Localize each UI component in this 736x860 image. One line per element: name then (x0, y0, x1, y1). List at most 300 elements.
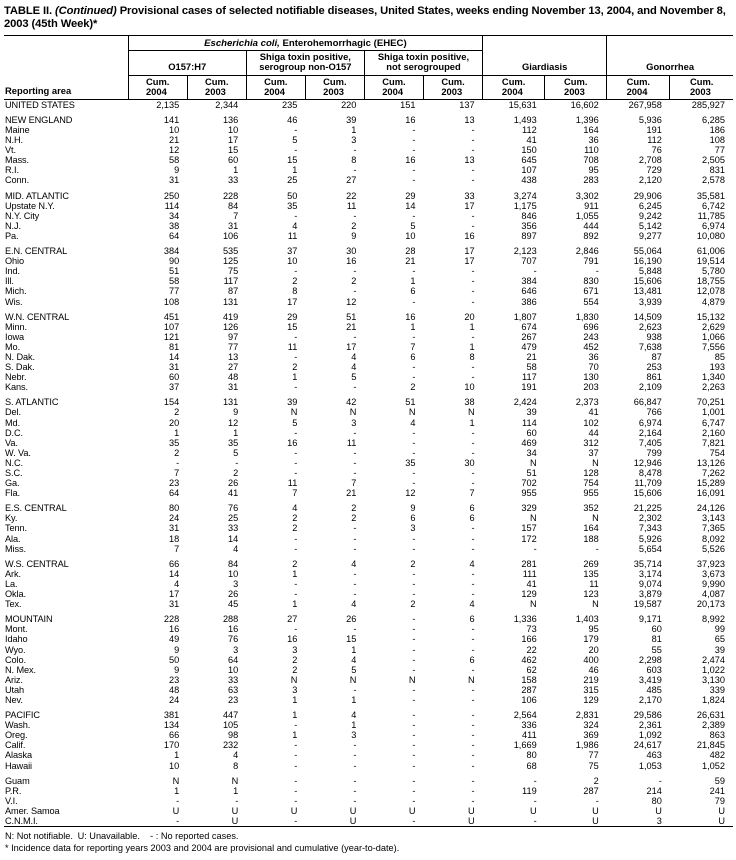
cum-year-label: Cum. 2004 (626, 75, 651, 97)
cell-value: 35 (228, 437, 239, 448)
cell-value: 7 (292, 488, 298, 499)
cell-value: 95 (588, 165, 599, 176)
cell-value: - (471, 220, 475, 231)
cell-value: N (290, 674, 298, 685)
cum-year-label: Cum. 2003 (564, 75, 588, 97)
table-row (4, 362, 733, 372)
cell-value: 9,171 (638, 614, 662, 625)
table-row (4, 332, 733, 342)
table-row (4, 372, 733, 382)
cell-value: 108 (163, 296, 180, 307)
cell-value: 384 (521, 276, 537, 287)
cell-value: 22 (526, 644, 537, 655)
cell-value: 119 (522, 785, 537, 796)
cell-value: 25 (287, 175, 298, 186)
cell-value: - (412, 543, 416, 554)
cell-value: 2,263 (702, 382, 725, 393)
cell-value: - (294, 125, 298, 135)
cell-value: 98 (228, 730, 239, 741)
cell-value: - (412, 750, 416, 761)
cell-value: - (412, 165, 416, 176)
cell-value: - (353, 589, 357, 600)
cell-value: 2,831 (575, 710, 599, 721)
cell-value: 21 (168, 135, 180, 146)
cell-value: 2,170 (638, 694, 662, 705)
cell-value: 1,396 (575, 114, 599, 125)
cell-reporting-area: Mich. (5, 286, 27, 297)
cell-value: 269 (583, 558, 599, 569)
cell-value: 2 (410, 382, 416, 393)
cell-value: 708 (583, 155, 599, 166)
cell-value: N (592, 457, 599, 468)
cell-value: - (471, 125, 475, 135)
cell-value: 444 (583, 220, 599, 231)
cell-value: 2,120 (638, 175, 662, 186)
cell-value: - (294, 447, 298, 458)
footnote-legend (5, 830, 733, 842)
cell-value: 13 (464, 114, 475, 125)
table-row (4, 99, 733, 110)
table-row (4, 776, 733, 786)
cell-value: 110 (584, 145, 599, 156)
cell-value: 35 (287, 200, 298, 211)
cell-value: 6,974 (702, 220, 725, 231)
cell-value: 14 (168, 351, 180, 362)
cell-value: - (353, 775, 357, 786)
cell-value: - (412, 175, 416, 186)
cell-value: 9,990 (702, 578, 725, 589)
cell-value: 11,785 (697, 210, 725, 221)
cell-value: 702 (521, 478, 537, 489)
cell-value: 158 (521, 674, 537, 685)
cell-value: U (349, 816, 357, 826)
table-row (4, 211, 733, 221)
cell-value: 66,847 (633, 397, 662, 408)
cell-value: - (471, 795, 475, 806)
cell-value: 1,493 (513, 114, 537, 125)
cell-value: 49 (168, 634, 180, 645)
cell-reporting-area: Minn. (5, 321, 27, 332)
cell-value: 3 (351, 417, 357, 428)
cell-value: 68 (526, 760, 537, 771)
cell-value: 11 (287, 230, 298, 241)
cum-year-label: Cum. 2004 (264, 75, 288, 97)
cell-value: - (294, 351, 298, 362)
cell-value: 6,285 (702, 114, 725, 125)
cell-value: 16 (287, 437, 298, 448)
cum-year-label: Cum. 2004 (382, 75, 406, 97)
cell-value: - (235, 457, 239, 468)
cell-value: 19,514 (696, 256, 725, 267)
cell-value: 438 (521, 175, 537, 186)
cell-value: - (412, 210, 416, 221)
cell-value: 2 (292, 513, 298, 524)
cell-value: 2,109 (638, 382, 662, 393)
cell-value: 9,074 (638, 578, 662, 589)
cell-value: 1,055 (575, 210, 599, 221)
cell-value: 287 (583, 785, 599, 796)
cell-reporting-area: N.Y. City (5, 210, 40, 221)
cell-value: 7,262 (702, 468, 725, 478)
cell-value: 4 (351, 362, 357, 373)
cell-value: - (412, 644, 416, 655)
cell-value: 170 (163, 740, 180, 751)
table-row (4, 478, 733, 488)
cell-value: 23 (168, 674, 180, 685)
cell-value: 2 (593, 775, 599, 786)
cell-value: 13,481 (633, 286, 662, 297)
cell-value: 6 (469, 503, 475, 514)
cell-value: - (412, 694, 416, 705)
cell-value: 2 (351, 276, 357, 287)
cell-value: 58 (526, 362, 537, 373)
cell-value: - (471, 644, 475, 655)
cell-value: 400 (583, 654, 599, 665)
cell-value: 228 (222, 190, 239, 201)
cell-value: - (353, 760, 357, 771)
cell-value: 8,092 (702, 533, 725, 544)
cell-value: 5,848 (638, 266, 662, 277)
col-group-ehec (128, 35, 482, 50)
table-row (4, 796, 733, 806)
cell-value: 31 (168, 175, 180, 186)
cell-value: 5,526 (702, 543, 725, 554)
cell-value: - (294, 543, 298, 554)
cell-value: 39 (287, 397, 298, 408)
cell-value: - (471, 740, 475, 751)
cell-reporting-area: S. Dak. (5, 362, 35, 373)
cell-value: - (471, 331, 475, 342)
col-header-cum (187, 75, 246, 99)
cell-value: - (353, 286, 357, 297)
cell-value: - (353, 750, 357, 761)
table-row (4, 382, 733, 392)
cell-value: 141 (163, 114, 180, 125)
cell-reporting-area: MOUNTAIN (5, 614, 53, 625)
cell-value: 5 (292, 135, 298, 146)
cell-value: 1 (292, 599, 298, 610)
cell-value: 9 (174, 664, 180, 675)
cell-value: 469 (521, 437, 537, 448)
cum-year-label: Cum. 2004 (145, 75, 170, 97)
table-row (4, 256, 733, 266)
cell-value: 938 (646, 331, 662, 342)
cell-value: - (353, 165, 357, 176)
cell-value: 107 (521, 165, 537, 176)
cell-value: 34 (526, 447, 537, 458)
cell-value: 60 (168, 372, 180, 383)
cell-value: 214 (646, 785, 662, 796)
cell-value: N (408, 674, 416, 685)
cell-value: U (172, 805, 180, 816)
cell-value: - (471, 568, 475, 579)
cell-value: 2 (410, 599, 416, 610)
cell-value: 191 (521, 382, 537, 393)
table-row (4, 523, 733, 533)
sub-label-line: serogroup non-O157 (259, 61, 352, 73)
cell-value: - (294, 382, 298, 393)
table-row (4, 115, 733, 125)
cell-value: 2 (292, 664, 298, 675)
cell-value: 41 (228, 488, 239, 499)
cell-value: 10 (228, 125, 239, 135)
footnotes (4, 827, 733, 854)
cell-value: - (412, 816, 416, 826)
cell-value: 5 (351, 372, 357, 383)
cell-value: 7,821 (702, 437, 725, 448)
cell-value: - (471, 624, 475, 635)
cell-value: N (349, 674, 357, 685)
cell-value: 117 (223, 276, 239, 287)
cell-value: 4 (233, 750, 239, 761)
cell-value: 29,586 (633, 710, 662, 721)
cell-value: 41 (588, 407, 599, 418)
cell-value: 1,669 (513, 740, 537, 751)
cell-value: 3,302 (575, 190, 599, 201)
cell-value: - (471, 634, 475, 645)
cell-value: 114 (164, 200, 180, 211)
cell-reporting-area: P.R. (5, 785, 22, 796)
cell-value: 1,824 (702, 694, 725, 705)
cell-value: 21 (405, 256, 416, 267)
cell-value: 7,638 (638, 341, 662, 352)
cell-value: 21,845 (696, 740, 725, 751)
cell-value: 863 (709, 730, 725, 741)
cell-value: 1 (351, 125, 357, 135)
cell-value: 9 (351, 230, 357, 241)
cell-value: - (412, 730, 416, 741)
cell-value: 105 (222, 720, 239, 731)
cell-value: 188 (583, 533, 599, 544)
cell-value: 1 (410, 276, 416, 287)
table-row (4, 761, 733, 771)
cell-value: 4 (410, 417, 416, 428)
cell-reporting-area: Wis. (5, 296, 23, 307)
cell-value: 1,175 (513, 200, 537, 211)
cell-value: 4 (351, 558, 357, 569)
cell-value: 203 (583, 382, 599, 393)
cell-value: 80 (168, 503, 180, 514)
cell-value: 33 (228, 175, 239, 186)
cell-value: - (471, 276, 475, 287)
cell-value: - (353, 624, 357, 635)
cell-value: 1 (174, 785, 180, 796)
cell-value: 79 (714, 795, 725, 806)
cell-value: - (353, 145, 357, 156)
cell-value: 16 (228, 624, 239, 635)
cell-value: 21 (346, 321, 357, 332)
cell-value: - (353, 578, 357, 589)
cell-value: - (176, 795, 180, 806)
cell-value: - (471, 468, 475, 478)
cell-value: 108 (709, 135, 725, 146)
cell-value: 479 (521, 341, 537, 352)
cell-value: 164 (583, 125, 599, 135)
cell-value: 17 (464, 256, 475, 267)
cell-value: 80 (651, 795, 662, 806)
cell-value: N (530, 599, 537, 610)
cell-value: 369 (583, 730, 599, 741)
cell-value: 30 (464, 457, 475, 468)
cell-reporting-area: Vt. (5, 145, 16, 156)
cell-value: 2 (174, 407, 180, 418)
cell-value: N (172, 775, 180, 786)
cell-value: - (471, 286, 475, 297)
cell-value: 2,164 (638, 427, 662, 438)
cell-value: U (231, 805, 239, 816)
cell-value: 107 (163, 321, 180, 332)
cell-value: - (471, 664, 475, 675)
cell-value: - (294, 740, 298, 751)
cell-value: 46 (287, 114, 298, 125)
cell-value: 8 (292, 286, 298, 297)
cell-value: 11,709 (634, 478, 662, 489)
cell-value: N (530, 513, 537, 524)
cell-value: - (412, 684, 416, 695)
cell-value: 41 (526, 135, 537, 146)
cell-value: 9 (174, 165, 180, 176)
cell-value: 3 (656, 816, 662, 826)
table-row (4, 488, 733, 498)
footnote-unavailable: U: Unavailable. (77, 831, 140, 842)
cell-value: - (471, 730, 475, 741)
col-header-cum (364, 75, 423, 99)
cell-value: 28 (405, 246, 416, 257)
cell-value: 29 (287, 311, 298, 322)
cell-reporting-area: Nebr. (5, 372, 27, 383)
cell-value: 102 (583, 417, 599, 428)
cell-value: 41 (526, 578, 537, 589)
table-row (4, 286, 733, 296)
table-row (4, 685, 733, 695)
cell-reporting-area: La. (5, 578, 18, 589)
cell-value: - (471, 135, 475, 146)
cell-value: 2 (292, 654, 298, 665)
cell-value: 62 (526, 664, 537, 675)
cell-value: - (471, 447, 475, 458)
cell-reporting-area: N. Dak. (5, 351, 35, 362)
cell-value: 462 (521, 654, 537, 665)
cell-value: U (655, 805, 662, 816)
cell-value: - (412, 720, 416, 731)
cell-value: 8,478 (638, 468, 662, 478)
cell-value: 1 (410, 321, 416, 332)
cell-value: 70 (588, 362, 599, 373)
cell-value: 2,708 (638, 155, 662, 166)
cell-value: - (471, 684, 475, 695)
cell-value: 3,879 (638, 589, 662, 600)
cell-value: 13,126 (696, 457, 725, 468)
cell-value: 16 (168, 624, 180, 635)
cell-value: - (294, 795, 298, 806)
cell-value: 51 (346, 311, 357, 322)
cell-value: 125 (222, 256, 239, 267)
table-row (4, 645, 733, 655)
cell-value: 14 (405, 200, 416, 211)
table-row (4, 740, 733, 750)
col-header-cum (545, 75, 607, 99)
cell-value: - (294, 533, 298, 544)
table-row (4, 428, 733, 438)
cell-value: 9 (174, 644, 180, 655)
cell-value: 35,714 (633, 558, 662, 569)
table-title (4, 5, 733, 32)
cell-value: 15 (228, 145, 239, 156)
cell-value: 3,939 (638, 296, 662, 307)
cell-value: 20,173 (696, 599, 725, 610)
col-header-cum (483, 75, 545, 99)
cell-value: - (353, 468, 357, 478)
cell-value: 42 (346, 397, 357, 408)
cell-value: - (353, 533, 357, 544)
cell-value: 2 (410, 558, 416, 569)
cell-value: 4,087 (702, 589, 725, 600)
cell-value: - (412, 710, 416, 721)
cell-reporting-area: Conn. (5, 175, 30, 186)
col-header-cum (607, 75, 670, 99)
cell-value: 2,344 (215, 99, 239, 110)
cell-value: - (471, 372, 475, 383)
table-row (4, 589, 733, 599)
cell-value: - (412, 775, 416, 786)
cell-value: 386 (521, 296, 537, 307)
cell-value: 1,092 (638, 730, 662, 741)
cell-value: 7,405 (638, 437, 662, 448)
cell-value: 4 (292, 220, 298, 231)
table-row (4, 276, 733, 286)
cell-value: 55,064 (633, 246, 662, 257)
cell-value: 36 (588, 135, 599, 146)
cell-value: U (592, 816, 599, 826)
cell-value: - (471, 210, 475, 221)
cell-value: 10 (168, 125, 180, 135)
cell-value: - (533, 543, 537, 554)
cell-value: 134 (163, 720, 180, 731)
cell-value: 8 (233, 760, 239, 771)
cell-value: 191 (646, 125, 662, 135)
cell-value: - (353, 382, 357, 393)
cell-value: - (471, 710, 475, 721)
cell-value: 6 (469, 654, 475, 665)
cell-reporting-area: Tenn. (5, 523, 27, 534)
cell-value: 8 (351, 155, 357, 166)
col-header-reporting-area: Reporting area (4, 35, 128, 99)
cell-value: 3 (410, 523, 416, 534)
cell-value: 1,986 (575, 740, 599, 751)
cell-value: 267,958 (628, 99, 662, 110)
cell-value: 16,602 (570, 99, 599, 110)
cell-value: 90 (168, 256, 180, 267)
cell-value: 7 (174, 543, 180, 554)
cell-value: 4 (351, 654, 357, 665)
cell-value: 3 (292, 644, 298, 655)
cell-value: 39 (526, 407, 537, 418)
cell-value: 66 (168, 730, 180, 741)
cell-reporting-area: Colo. (5, 654, 26, 665)
table-row (4, 165, 733, 175)
cell-value: 384 (163, 246, 180, 257)
cell-value: 59 (714, 775, 725, 786)
col-sub-shiga-not-serogrouped (364, 50, 482, 75)
table-row (4, 438, 733, 448)
cell-value: 16 (405, 114, 416, 125)
cell-value: 6,747 (702, 417, 725, 428)
cell-value: - (353, 427, 357, 438)
cell-value: 5,142 (638, 220, 662, 231)
cell-value: 5,654 (638, 543, 662, 554)
footnote-no-reported-cases: - : No reported cases. (150, 831, 239, 842)
cell-value: 48 (228, 372, 239, 383)
